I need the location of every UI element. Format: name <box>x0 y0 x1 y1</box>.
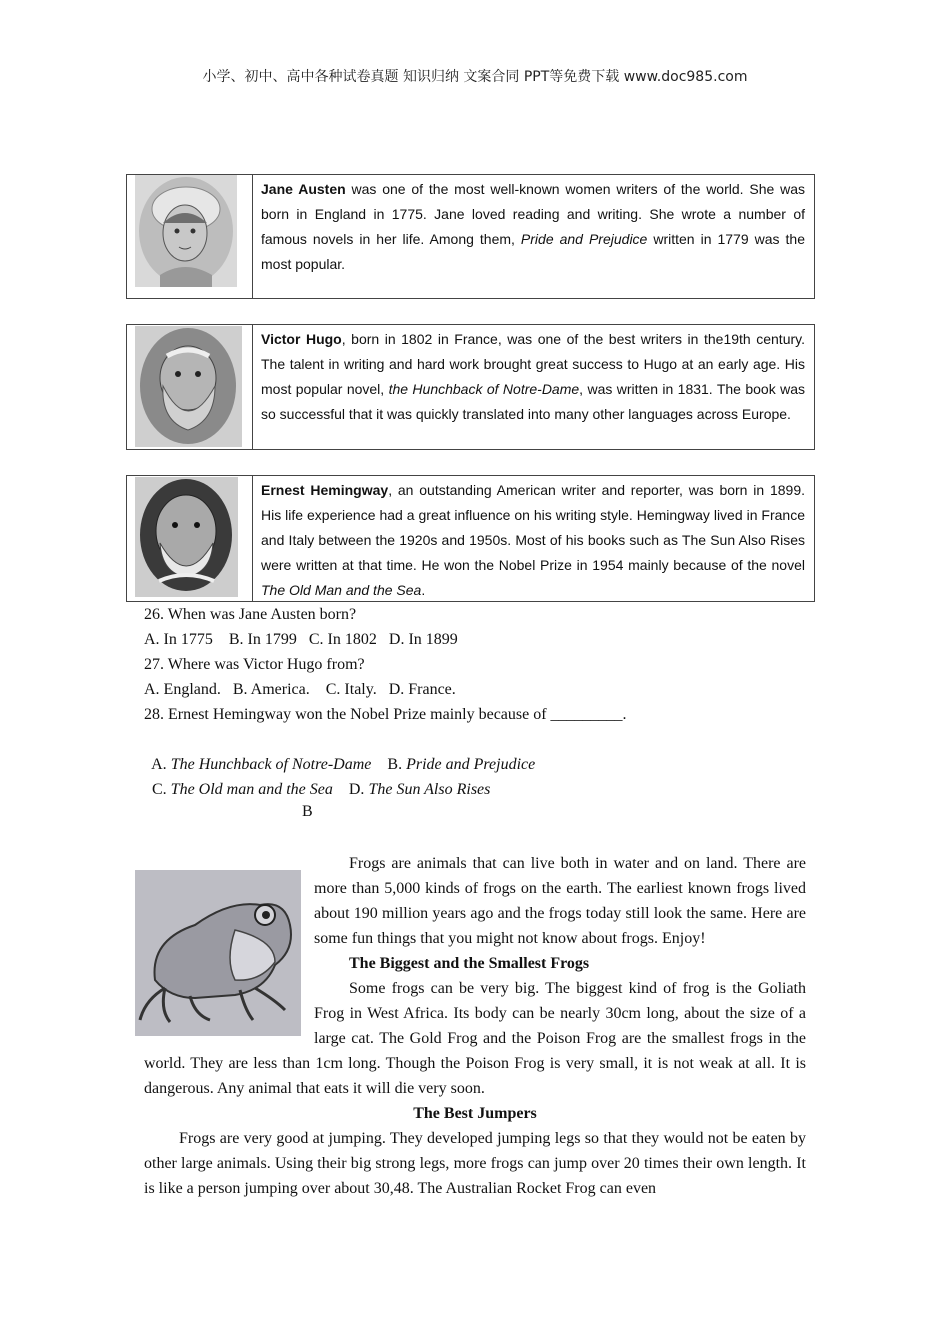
question-26: 26. When was Jane Austen born? <box>144 606 357 623</box>
option-text: The Old man and the Sea <box>170 781 333 798</box>
subheading: The Biggest and the Smallest Frogs <box>349 955 590 972</box>
page-header: 小学、初中、高中各种试卷真题 知识归纳 文案合同 PPT等免费下载 www.doc985.com <box>202 69 748 85</box>
portrait-cell <box>127 325 253 449</box>
option-text: The Hunchback of Notre-Dame <box>170 756 372 773</box>
option-text: Pride and Prejudice <box>406 756 536 773</box>
bio-body: written in 1779 was the most popular. <box>261 231 805 272</box>
bio-text <box>253 175 814 298</box>
bio-text <box>253 325 814 449</box>
question-28-options-cd <box>144 752 490 802</box>
portrait-cell <box>127 476 253 601</box>
passage-b <box>144 851 806 1201</box>
bio-book-title: Pride and Prejudice <box>520 231 648 247</box>
section-label: B <box>302 803 313 820</box>
bio-name: Ernest Hemingway <box>261 482 389 498</box>
victor-hugo-portrait <box>135 326 242 447</box>
question-26-options: A. In 1775 B. In 1799 C. In 1802 D. In 1899 <box>144 631 458 648</box>
question-28: 28. Ernest Hemingway won the Nobel Prize mainly because of _________. <box>144 706 627 723</box>
bio-ernest-hemingway <box>126 475 815 602</box>
option-label: B. <box>371 756 407 773</box>
subheading: The Best Jumpers <box>413 1105 537 1122</box>
ernest-hemingway-portrait <box>135 477 238 597</box>
question-27: 27. Where was Victor Hugo from? <box>144 656 365 673</box>
paragraph: Frogs are animals that can live both in water and on land. There are more than 5,000 kinds of frogs on the earth. The earliest known frogs lived about 190 million years ago and the frogs today still look the same. Here are some fun things that you might not know about frogs. Enjoy! <box>314 855 806 947</box>
bio-jane-austen <box>126 174 815 299</box>
bio-book-title: the Hunchback of Notre-Dame <box>388 381 580 397</box>
bio-name: Jane Austen <box>261 181 346 197</box>
bio-text <box>253 476 814 601</box>
portrait-cell <box>127 175 253 298</box>
question-27-options: A. England. B. America. C. Italy. D. France. <box>144 681 456 698</box>
option-label: A. <box>151 756 171 773</box>
option-label: D. <box>332 781 369 798</box>
bio-body: , was written in 1831. The book was so successful that it was quickly translated into many other languages across Europe. <box>261 381 805 422</box>
bio-body: , born in 1802 in France, was one of the best writers in the19th century. The talent in writing and hard work brought great success to Hugo at an early age. His most popular novel, <box>261 331 805 397</box>
image-spacer <box>144 851 314 1027</box>
bio-body: . <box>421 582 426 598</box>
bio-name: Victor Hugo <box>261 331 342 347</box>
option-text: The Sun Also Rises <box>368 781 491 798</box>
bio-body: was one of the most well-known women writers of the world. She was born in England in 1775. Jane loved reading and writing. She wrote a number of famous novels in her life. Among them, <box>261 181 806 247</box>
bio-book-title: The Old Man and the Sea <box>261 582 422 598</box>
paragraph: Some frogs can be very big. The biggest kind of frog is the Goliath Frog in West Africa. Its body can be nearly 30cm long, about the size of a large cat. The Gold Frog and the Poison Frog are the smallest frogs in the world. They are less than 1cm long. Though the Poison Frog is very small, it is not weak at all. It is dangerous. Any animal that eats it will die very soon. <box>144 980 806 1097</box>
jane-austen-portrait <box>135 175 237 287</box>
bio-body: , an outstanding American writer and reporter, was born in 1899. His life experience had a great influence on his writing style. Hemingway lived in France and Italy between the 1920s and 1950s. Most of his books such as The Sun Also Rises were written at that time. He won the Nobel Prize in 1954 mainly because of the novel <box>261 482 805 573</box>
option-label: C. <box>152 781 171 798</box>
bio-victor-hugo <box>126 324 815 450</box>
paragraph: Frogs are very good at jumping. They developed jumping legs so that they would not be eaten by other large animals. Using their big strong legs, more frogs can jump over 20 times their own length. It is like a person jumping over about 30,48. The Australian Rocket Frog can even <box>144 1130 806 1197</box>
